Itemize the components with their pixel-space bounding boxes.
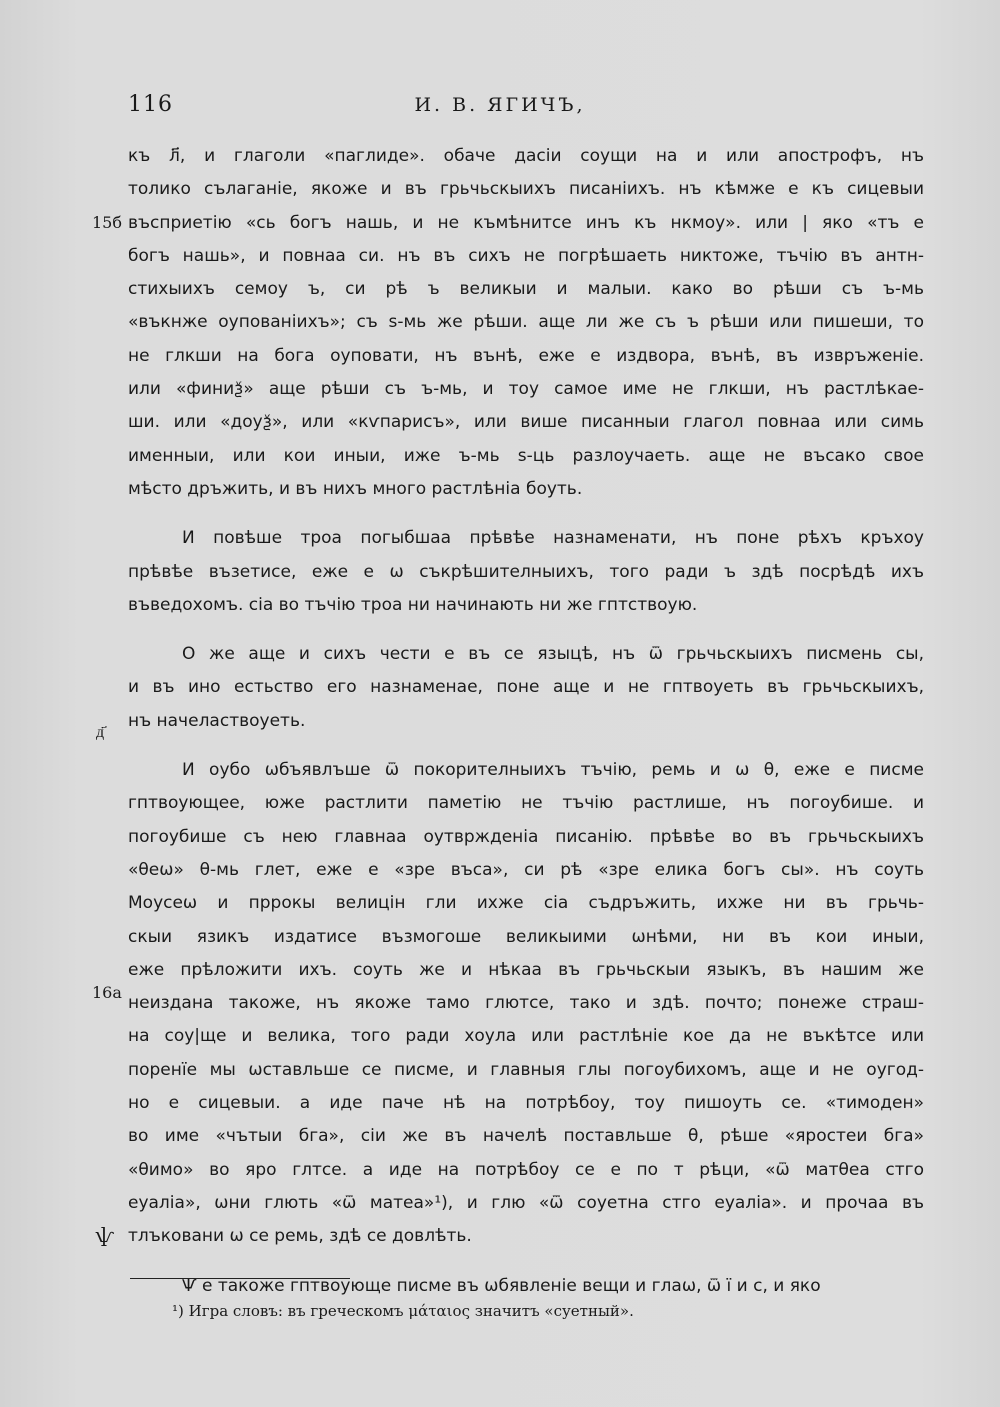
text-line: не глкши на бога оуповати, нъ вънѣ, еже е издвора, вънѣ, въ извръженіе.: [128, 345, 924, 366]
text-line: мѣсто дръжить, и въ нихъ много растлѣніа боуть.: [128, 478, 583, 499]
paragraph-gap: [128, 1254, 924, 1270]
text-line: еуаліа», ѡни глють «ѿ матеа»¹), и глю «ѿ соуетна стго еуаліа». и прочаа въ: [128, 1192, 924, 1213]
text-line: толико сълаганіе, якоже и въ грьчьскыихъ писаніихъ. нъ кѣмже е къ сицевыи: [128, 179, 924, 200]
text-line: тлъковани ѡ се ремь, здѣ се довлѣть.: [128, 1226, 472, 1247]
text-line: къ л҃, и глаголи «паглиде». обаче дасіи соущи на и или апострофъ, нъ: [128, 146, 924, 166]
paragraph-gap: [128, 506, 924, 522]
text-line: прѣвѣе възетисе, еже е ѡ съкрѣшителныихъ, того ради ъ здѣ посрѣдѣ ихъ: [128, 561, 924, 582]
text-line: скыи язикъ издатисе възмогоше великыими ѡнѣми, ни въ кои иныи,: [128, 926, 924, 947]
text-line: въведохомъ. сіа во тъчію троа ни начинають ни же гптствоую.: [128, 594, 698, 615]
running-head: И. В. ЯГИЧЪ,: [414, 94, 586, 116]
footnote: [172, 1302, 634, 1320]
text-line: неиздана такоже, нъ якоже тамо глютсе, тако и здѣ. почто; понеже страш-: [128, 993, 924, 1014]
text-line: богъ нашь», и повнаа си. нъ въ сихъ не погрѣшаеть никтоже, тъчію въ антн-: [128, 245, 924, 266]
text-line: погоубише съ нею главнаа оутвржденіа писанію. прѣвѣе во въ грьчьскыихъ: [128, 826, 924, 847]
text-line: О же аще и сихъ чести е въ се языцѣ, нъ ѿ грьчьскыихъ писмень сы,: [182, 644, 924, 665]
margin-note-16a: 16а: [92, 983, 122, 1002]
text-line: ши. или «доуѯ», или «кѵпарисъ», или више писанныи глагол повнаа или симь: [128, 412, 924, 433]
page-number: 116: [128, 92, 173, 117]
text-line: на соу|ще и велика, того ради хоула или растлѣніе кое да не въкѣтсе или: [128, 1026, 924, 1047]
body-text: [128, 140, 924, 1303]
text-line: И оубо ѡбъявлъше ѿ покорителныихъ тъчію, ремь и ѡ θ, еже е писме: [182, 760, 924, 781]
text-line: стихыихъ семоу ъ, си рѣ ъ великыи и малыи. како во рѣши съ ъ-мь: [128, 279, 924, 300]
text-line: Моусеѡ и пррокы велицін гли ихже сіа съдръжить, ихже ни въ грьчь-: [128, 893, 924, 914]
margin-note-do: д҃: [96, 722, 105, 741]
margin-note-15b: 15б: [92, 213, 122, 232]
text-line: «θимо» во яро глтсе. а иде на потрѣбоу се е по т рѣци, «ѿ матθеа стго: [128, 1159, 924, 1180]
text-line: нъ начеластвоуеть.: [128, 710, 306, 731]
text-line: поренїе мы ѡставльше се писме, и главныя глы погоубихомъ, аще и не оугод-: [128, 1059, 924, 1080]
text-line: «θеѡ» θ-мь глет, еже е «зре въса», си рѣ «зре елика богъ сы». нъ соуть: [128, 859, 924, 880]
paragraph-gap: [128, 622, 924, 638]
text-line: именныи, или кои иныи, иже ъ-мь ѕ-ць разлоучаеть. аще не въсако свое: [128, 445, 924, 466]
text-line: но е сицевыи. а иде паче нѣ на потрѣбоу, тоу пишоуть се. «тимоден»: [128, 1093, 924, 1114]
text-line: Ѱ е такоже гптвоующе писме въ ѡбявленіе вещи и глаѡ, ѿ ї и с, и яко: [182, 1275, 821, 1296]
text-line: и въ ино естьство его назнаменае, поне аще и не гптвоуеть въ грьчьскыихъ,: [128, 677, 924, 698]
paragraph-gap: [128, 738, 924, 754]
text-line: или «финиѯ» аще рѣши съ ъ-мь, и тоу самое име не глкши, нъ растлѣкае-: [128, 379, 924, 400]
text-line: въсприетію «сь богъ нашь, и не къмѣнитсе инъ къ нкмоу». или | яко «тъ е: [128, 212, 924, 233]
margin-note-psi: ѱ: [96, 1223, 115, 1247]
text-line: еже прѣложити ихъ. соуть же и нѣкаа въ грьчьскыи языкъ, въ нашим же: [128, 959, 924, 980]
footnote-marker: ¹): [172, 1302, 184, 1320]
footnote-rule: [130, 1278, 350, 1279]
text-line: гптвоующее, юже растлити паметію не тъчію растлише, нъ погоубише. и: [128, 793, 924, 814]
text-line: во име «чътыи бга», сіи же въ начелѣ поставльше θ, рѣше «яростеи бга»: [128, 1126, 924, 1147]
text-line: И повѣше троа погыбшаа прѣвѣе назнаменати, нъ поне рѣхъ кръхоу: [182, 528, 924, 549]
text-line: «въкнже оупованіихъ»; съ ѕ-мь же рѣши. аще ли же съ ъ рѣши или пишеши, то: [128, 312, 924, 333]
footnote-text: Игра словъ: въ греческомъ μάταιος значитъ «суетный».: [188, 1302, 634, 1320]
